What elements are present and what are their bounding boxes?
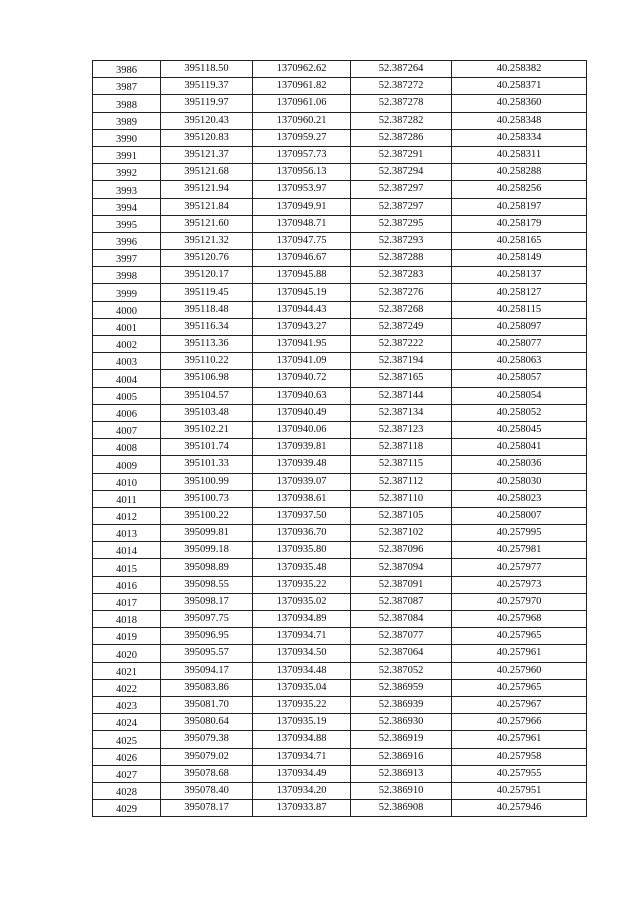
- longitude-cell: 40.257946: [452, 800, 587, 817]
- latitude-cell: 52.387052: [351, 662, 452, 679]
- point-number-cell: 4009: [93, 456, 161, 473]
- y-coordinate-cell: 1370935.80: [253, 542, 351, 559]
- point-number-cell: 4019: [93, 628, 161, 645]
- table-row: [93, 473, 587, 490]
- latitude-cell: 52.387295: [351, 215, 452, 232]
- point-number-cell: 4004: [93, 370, 161, 387]
- latitude-cell: 52.387272: [351, 78, 452, 95]
- point-number-cell: 4003: [93, 353, 161, 370]
- x-coordinate-cell: 395118.50: [161, 61, 253, 78]
- x-coordinate-cell: 395119.45: [161, 284, 253, 301]
- latitude-cell: 52.386930: [351, 714, 452, 731]
- y-coordinate-cell: 1370945.88: [253, 267, 351, 284]
- y-coordinate-cell: 1370934.89: [253, 611, 351, 628]
- latitude-cell: 52.387222: [351, 336, 452, 353]
- y-coordinate-cell: 1370935.02: [253, 593, 351, 610]
- x-coordinate-cell: 395120.43: [161, 112, 253, 129]
- y-coordinate-cell: 1370946.67: [253, 250, 351, 267]
- point-number-cell: 3987: [93, 78, 161, 95]
- table-row: [93, 318, 587, 335]
- latitude-cell: 52.387291: [351, 146, 452, 163]
- y-coordinate-cell: 1370943.27: [253, 318, 351, 335]
- x-coordinate-cell: 395121.84: [161, 198, 253, 215]
- table-row: [93, 593, 587, 610]
- longitude-cell: 40.257968: [452, 611, 587, 628]
- latitude-cell: 52.387064: [351, 645, 452, 662]
- x-coordinate-cell: 395119.37: [161, 78, 253, 95]
- point-number-cell: 3992: [93, 164, 161, 181]
- latitude-cell: 52.387288: [351, 250, 452, 267]
- latitude-cell: 52.387294: [351, 164, 452, 181]
- latitude-cell: 52.387087: [351, 593, 452, 610]
- latitude-cell: 52.386913: [351, 765, 452, 782]
- y-coordinate-cell: 1370939.81: [253, 439, 351, 456]
- y-coordinate-cell: 1370939.48: [253, 456, 351, 473]
- x-coordinate-cell: 395099.18: [161, 542, 253, 559]
- x-coordinate-cell: 395099.81: [161, 525, 253, 542]
- point-number-cell: 4007: [93, 421, 161, 438]
- point-number-cell: 3995: [93, 215, 161, 232]
- x-coordinate-cell: 395101.74: [161, 439, 253, 456]
- latitude-cell: 52.387276: [351, 284, 452, 301]
- x-coordinate-cell: 395121.32: [161, 232, 253, 249]
- table-row: [93, 765, 587, 782]
- latitude-cell: 52.387123: [351, 421, 452, 438]
- point-number-cell: 4025: [93, 731, 161, 748]
- table-row: [93, 679, 587, 696]
- y-coordinate-cell: 1370934.71: [253, 628, 351, 645]
- y-coordinate-cell: 1370938.61: [253, 490, 351, 507]
- table-row: [93, 146, 587, 163]
- point-number-cell: 4014: [93, 542, 161, 559]
- latitude-cell: 52.387194: [351, 353, 452, 370]
- y-coordinate-cell: 1370935.22: [253, 696, 351, 713]
- y-coordinate-cell: 1370934.71: [253, 748, 351, 765]
- table-row: [93, 800, 587, 817]
- longitude-cell: 40.257966: [452, 714, 587, 731]
- table-row: [93, 404, 587, 421]
- y-coordinate-cell: 1370940.49: [253, 404, 351, 421]
- latitude-cell: 52.386919: [351, 731, 452, 748]
- longitude-cell: 40.258334: [452, 129, 587, 146]
- table-row: [93, 129, 587, 146]
- longitude-cell: 40.258382: [452, 61, 587, 78]
- x-coordinate-cell: 395098.55: [161, 576, 253, 593]
- latitude-cell: 52.387091: [351, 576, 452, 593]
- y-coordinate-cell: 1370934.50: [253, 645, 351, 662]
- longitude-cell: 40.258348: [452, 112, 587, 129]
- point-number-cell: 3996: [93, 232, 161, 249]
- latitude-cell: 52.387144: [351, 387, 452, 404]
- point-number-cell: 4018: [93, 611, 161, 628]
- longitude-cell: 40.257951: [452, 782, 587, 799]
- longitude-cell: 40.257981: [452, 542, 587, 559]
- table-row: [93, 95, 587, 112]
- x-coordinate-cell: 395100.99: [161, 473, 253, 490]
- point-number-cell: 4011: [93, 490, 161, 507]
- table-row: [93, 662, 587, 679]
- latitude-cell: 52.387278: [351, 95, 452, 112]
- y-coordinate-cell: 1370959.27: [253, 129, 351, 146]
- point-number-cell: 3989: [93, 112, 161, 129]
- point-number-cell: 3994: [93, 198, 161, 215]
- longitude-cell: 40.257973: [452, 576, 587, 593]
- y-coordinate-cell: 1370956.13: [253, 164, 351, 181]
- latitude-cell: 52.387268: [351, 301, 452, 318]
- x-coordinate-cell: 395081.70: [161, 696, 253, 713]
- x-coordinate-cell: 395106.98: [161, 370, 253, 387]
- x-coordinate-cell: 395101.33: [161, 456, 253, 473]
- longitude-cell: 40.258045: [452, 421, 587, 438]
- table-row: [93, 696, 587, 713]
- longitude-cell: 40.258023: [452, 490, 587, 507]
- latitude-cell: 52.387077: [351, 628, 452, 645]
- point-number-cell: 4026: [93, 748, 161, 765]
- latitude-cell: 52.387282: [351, 112, 452, 129]
- table-row: [93, 181, 587, 198]
- y-coordinate-cell: 1370945.19: [253, 284, 351, 301]
- latitude-cell: 52.386939: [351, 696, 452, 713]
- longitude-cell: 40.257995: [452, 525, 587, 542]
- coordinates-table-body: [93, 61, 587, 817]
- latitude-cell: 52.387094: [351, 559, 452, 576]
- x-coordinate-cell: 395120.76: [161, 250, 253, 267]
- x-coordinate-cell: 395120.17: [161, 267, 253, 284]
- longitude-cell: 40.257977: [452, 559, 587, 576]
- longitude-cell: 40.257961: [452, 645, 587, 662]
- x-coordinate-cell: 395098.89: [161, 559, 253, 576]
- point-number-cell: 4024: [93, 714, 161, 731]
- table-row: [93, 232, 587, 249]
- table-row: [93, 61, 587, 78]
- table-row: [93, 525, 587, 542]
- table-row: [93, 559, 587, 576]
- y-coordinate-cell: 1370940.63: [253, 387, 351, 404]
- longitude-cell: 40.258137: [452, 267, 587, 284]
- table-row: [93, 748, 587, 765]
- x-coordinate-cell: 395100.22: [161, 507, 253, 524]
- x-coordinate-cell: 395121.37: [161, 146, 253, 163]
- table-row: [93, 576, 587, 593]
- x-coordinate-cell: 395098.17: [161, 593, 253, 610]
- point-number-cell: 3988: [93, 95, 161, 112]
- point-number-cell: 4005: [93, 387, 161, 404]
- longitude-cell: 40.258054: [452, 387, 587, 404]
- table-row: [93, 507, 587, 524]
- x-coordinate-cell: 395083.86: [161, 679, 253, 696]
- latitude-cell: 52.387297: [351, 198, 452, 215]
- x-coordinate-cell: 395078.40: [161, 782, 253, 799]
- longitude-cell: 40.258041: [452, 439, 587, 456]
- y-coordinate-cell: 1370940.06: [253, 421, 351, 438]
- latitude-cell: 52.387118: [351, 439, 452, 456]
- point-number-cell: 3993: [93, 181, 161, 198]
- table-row: [93, 267, 587, 284]
- point-number-cell: 4028: [93, 782, 161, 799]
- y-coordinate-cell: 1370962.62: [253, 61, 351, 78]
- point-number-cell: 4001: [93, 318, 161, 335]
- longitude-cell: 40.258007: [452, 507, 587, 524]
- table-row: [93, 336, 587, 353]
- latitude-cell: 52.387134: [351, 404, 452, 421]
- y-coordinate-cell: 1370948.71: [253, 215, 351, 232]
- y-coordinate-cell: 1370940.72: [253, 370, 351, 387]
- point-number-cell: 3997: [93, 250, 161, 267]
- latitude-cell: 52.387297: [351, 181, 452, 198]
- x-coordinate-cell: 395103.48: [161, 404, 253, 421]
- y-coordinate-cell: 1370961.06: [253, 95, 351, 112]
- x-coordinate-cell: 395097.75: [161, 611, 253, 628]
- point-number-cell: 4012: [93, 507, 161, 524]
- y-coordinate-cell: 1370935.22: [253, 576, 351, 593]
- point-number-cell: 4000: [93, 301, 161, 318]
- table-row: [93, 301, 587, 318]
- table-row: [93, 439, 587, 456]
- point-number-cell: 4023: [93, 696, 161, 713]
- table-row: [93, 250, 587, 267]
- point-number-cell: 4022: [93, 679, 161, 696]
- longitude-cell: 40.258077: [452, 336, 587, 353]
- point-number-cell: 4002: [93, 336, 161, 353]
- table-row: [93, 353, 587, 370]
- table-row: [93, 782, 587, 799]
- longitude-cell: 40.258057: [452, 370, 587, 387]
- y-coordinate-cell: 1370935.48: [253, 559, 351, 576]
- table-row: [93, 215, 587, 232]
- x-coordinate-cell: 395118.48: [161, 301, 253, 318]
- point-number-cell: 4008: [93, 439, 161, 456]
- table-row: [93, 112, 587, 129]
- table-row: [93, 645, 587, 662]
- point-number-cell: 3986: [93, 61, 161, 78]
- latitude-cell: 52.387096: [351, 542, 452, 559]
- latitude-cell: 52.387110: [351, 490, 452, 507]
- y-coordinate-cell: 1370936.70: [253, 525, 351, 542]
- longitude-cell: 40.257961: [452, 731, 587, 748]
- latitude-cell: 52.387165: [351, 370, 452, 387]
- longitude-cell: 40.258311: [452, 146, 587, 163]
- latitude-cell: 52.387293: [351, 232, 452, 249]
- latitude-cell: 52.387112: [351, 473, 452, 490]
- point-number-cell: 4015: [93, 559, 161, 576]
- x-coordinate-cell: 395094.17: [161, 662, 253, 679]
- latitude-cell: 52.386908: [351, 800, 452, 817]
- y-coordinate-cell: 1370960.21: [253, 112, 351, 129]
- y-coordinate-cell: 1370935.19: [253, 714, 351, 731]
- x-coordinate-cell: 395121.94: [161, 181, 253, 198]
- point-number-cell: 3990: [93, 129, 161, 146]
- y-coordinate-cell: 1370934.49: [253, 765, 351, 782]
- longitude-cell: 40.258063: [452, 353, 587, 370]
- table-row: [93, 714, 587, 731]
- longitude-cell: 40.257955: [452, 765, 587, 782]
- x-coordinate-cell: 395096.95: [161, 628, 253, 645]
- latitude-cell: 52.386910: [351, 782, 452, 799]
- x-coordinate-cell: 395119.97: [161, 95, 253, 112]
- latitude-cell: 52.387283: [351, 267, 452, 284]
- x-coordinate-cell: 395110.22: [161, 353, 253, 370]
- x-coordinate-cell: 395080.64: [161, 714, 253, 731]
- table-row: [93, 611, 587, 628]
- y-coordinate-cell: 1370933.87: [253, 800, 351, 817]
- y-coordinate-cell: 1370937.50: [253, 507, 351, 524]
- table-row: [93, 731, 587, 748]
- y-coordinate-cell: 1370944.43: [253, 301, 351, 318]
- table-row: [93, 542, 587, 559]
- table-row: [93, 490, 587, 507]
- longitude-cell: 40.258179: [452, 215, 587, 232]
- longitude-cell: 40.257967: [452, 696, 587, 713]
- longitude-cell: 40.257970: [452, 593, 587, 610]
- table-row: [93, 628, 587, 645]
- table-row: [93, 370, 587, 387]
- table-row: [93, 456, 587, 473]
- longitude-cell: 40.257965: [452, 628, 587, 645]
- point-number-cell: 3998: [93, 267, 161, 284]
- y-coordinate-cell: 1370935.04: [253, 679, 351, 696]
- table-row: [93, 421, 587, 438]
- point-number-cell: 3999: [93, 284, 161, 301]
- latitude-cell: 52.387105: [351, 507, 452, 524]
- longitude-cell: 40.258127: [452, 284, 587, 301]
- point-number-cell: 4027: [93, 765, 161, 782]
- x-coordinate-cell: 395078.68: [161, 765, 253, 782]
- y-coordinate-cell: 1370941.09: [253, 353, 351, 370]
- table-row: [93, 284, 587, 301]
- x-coordinate-cell: 395104.57: [161, 387, 253, 404]
- x-coordinate-cell: 395121.68: [161, 164, 253, 181]
- latitude-cell: 52.387084: [351, 611, 452, 628]
- longitude-cell: 40.258097: [452, 318, 587, 335]
- latitude-cell: 52.387102: [351, 525, 452, 542]
- point-number-cell: 4006: [93, 404, 161, 421]
- table-row: [93, 198, 587, 215]
- x-coordinate-cell: 395079.38: [161, 731, 253, 748]
- y-coordinate-cell: 1370957.73: [253, 146, 351, 163]
- y-coordinate-cell: 1370947.75: [253, 232, 351, 249]
- longitude-cell: 40.258371: [452, 78, 587, 95]
- latitude-cell: 52.386916: [351, 748, 452, 765]
- y-coordinate-cell: 1370961.82: [253, 78, 351, 95]
- point-number-cell: 4013: [93, 525, 161, 542]
- table-row: [93, 387, 587, 404]
- longitude-cell: 40.258036: [452, 456, 587, 473]
- longitude-cell: 40.258197: [452, 198, 587, 215]
- y-coordinate-cell: 1370934.48: [253, 662, 351, 679]
- longitude-cell: 40.257958: [452, 748, 587, 765]
- x-coordinate-cell: 395121.60: [161, 215, 253, 232]
- x-coordinate-cell: 395078.17: [161, 800, 253, 817]
- point-number-cell: 4029: [93, 800, 161, 817]
- point-number-cell: 4020: [93, 645, 161, 662]
- point-number-cell: 4010: [93, 473, 161, 490]
- longitude-cell: 40.258149: [452, 250, 587, 267]
- y-coordinate-cell: 1370953.97: [253, 181, 351, 198]
- y-coordinate-cell: 1370941.95: [253, 336, 351, 353]
- y-coordinate-cell: 1370934.88: [253, 731, 351, 748]
- y-coordinate-cell: 1370934.20: [253, 782, 351, 799]
- coordinates-table: [92, 60, 587, 817]
- latitude-cell: 52.387115: [351, 456, 452, 473]
- x-coordinate-cell: 395100.73: [161, 490, 253, 507]
- longitude-cell: 40.257965: [452, 679, 587, 696]
- point-number-cell: 4017: [93, 593, 161, 610]
- longitude-cell: 40.258030: [452, 473, 587, 490]
- x-coordinate-cell: 395079.02: [161, 748, 253, 765]
- y-coordinate-cell: 1370949.91: [253, 198, 351, 215]
- table-row: [93, 164, 587, 181]
- table-row: [93, 78, 587, 95]
- point-number-cell: 4021: [93, 662, 161, 679]
- longitude-cell: 40.258256: [452, 181, 587, 198]
- x-coordinate-cell: 395095.57: [161, 645, 253, 662]
- point-number-cell: 3991: [93, 146, 161, 163]
- x-coordinate-cell: 395113.36: [161, 336, 253, 353]
- x-coordinate-cell: 395120.83: [161, 129, 253, 146]
- point-number-cell: 4016: [93, 576, 161, 593]
- longitude-cell: 40.257960: [452, 662, 587, 679]
- longitude-cell: 40.258165: [452, 232, 587, 249]
- longitude-cell: 40.258115: [452, 301, 587, 318]
- longitude-cell: 40.258052: [452, 404, 587, 421]
- x-coordinate-cell: 395116.34: [161, 318, 253, 335]
- latitude-cell: 52.387264: [351, 61, 452, 78]
- longitude-cell: 40.258288: [452, 164, 587, 181]
- latitude-cell: 52.387249: [351, 318, 452, 335]
- longitude-cell: 40.258360: [452, 95, 587, 112]
- latitude-cell: 52.386959: [351, 679, 452, 696]
- x-coordinate-cell: 395102.21: [161, 421, 253, 438]
- latitude-cell: 52.387286: [351, 129, 452, 146]
- y-coordinate-cell: 1370939.07: [253, 473, 351, 490]
